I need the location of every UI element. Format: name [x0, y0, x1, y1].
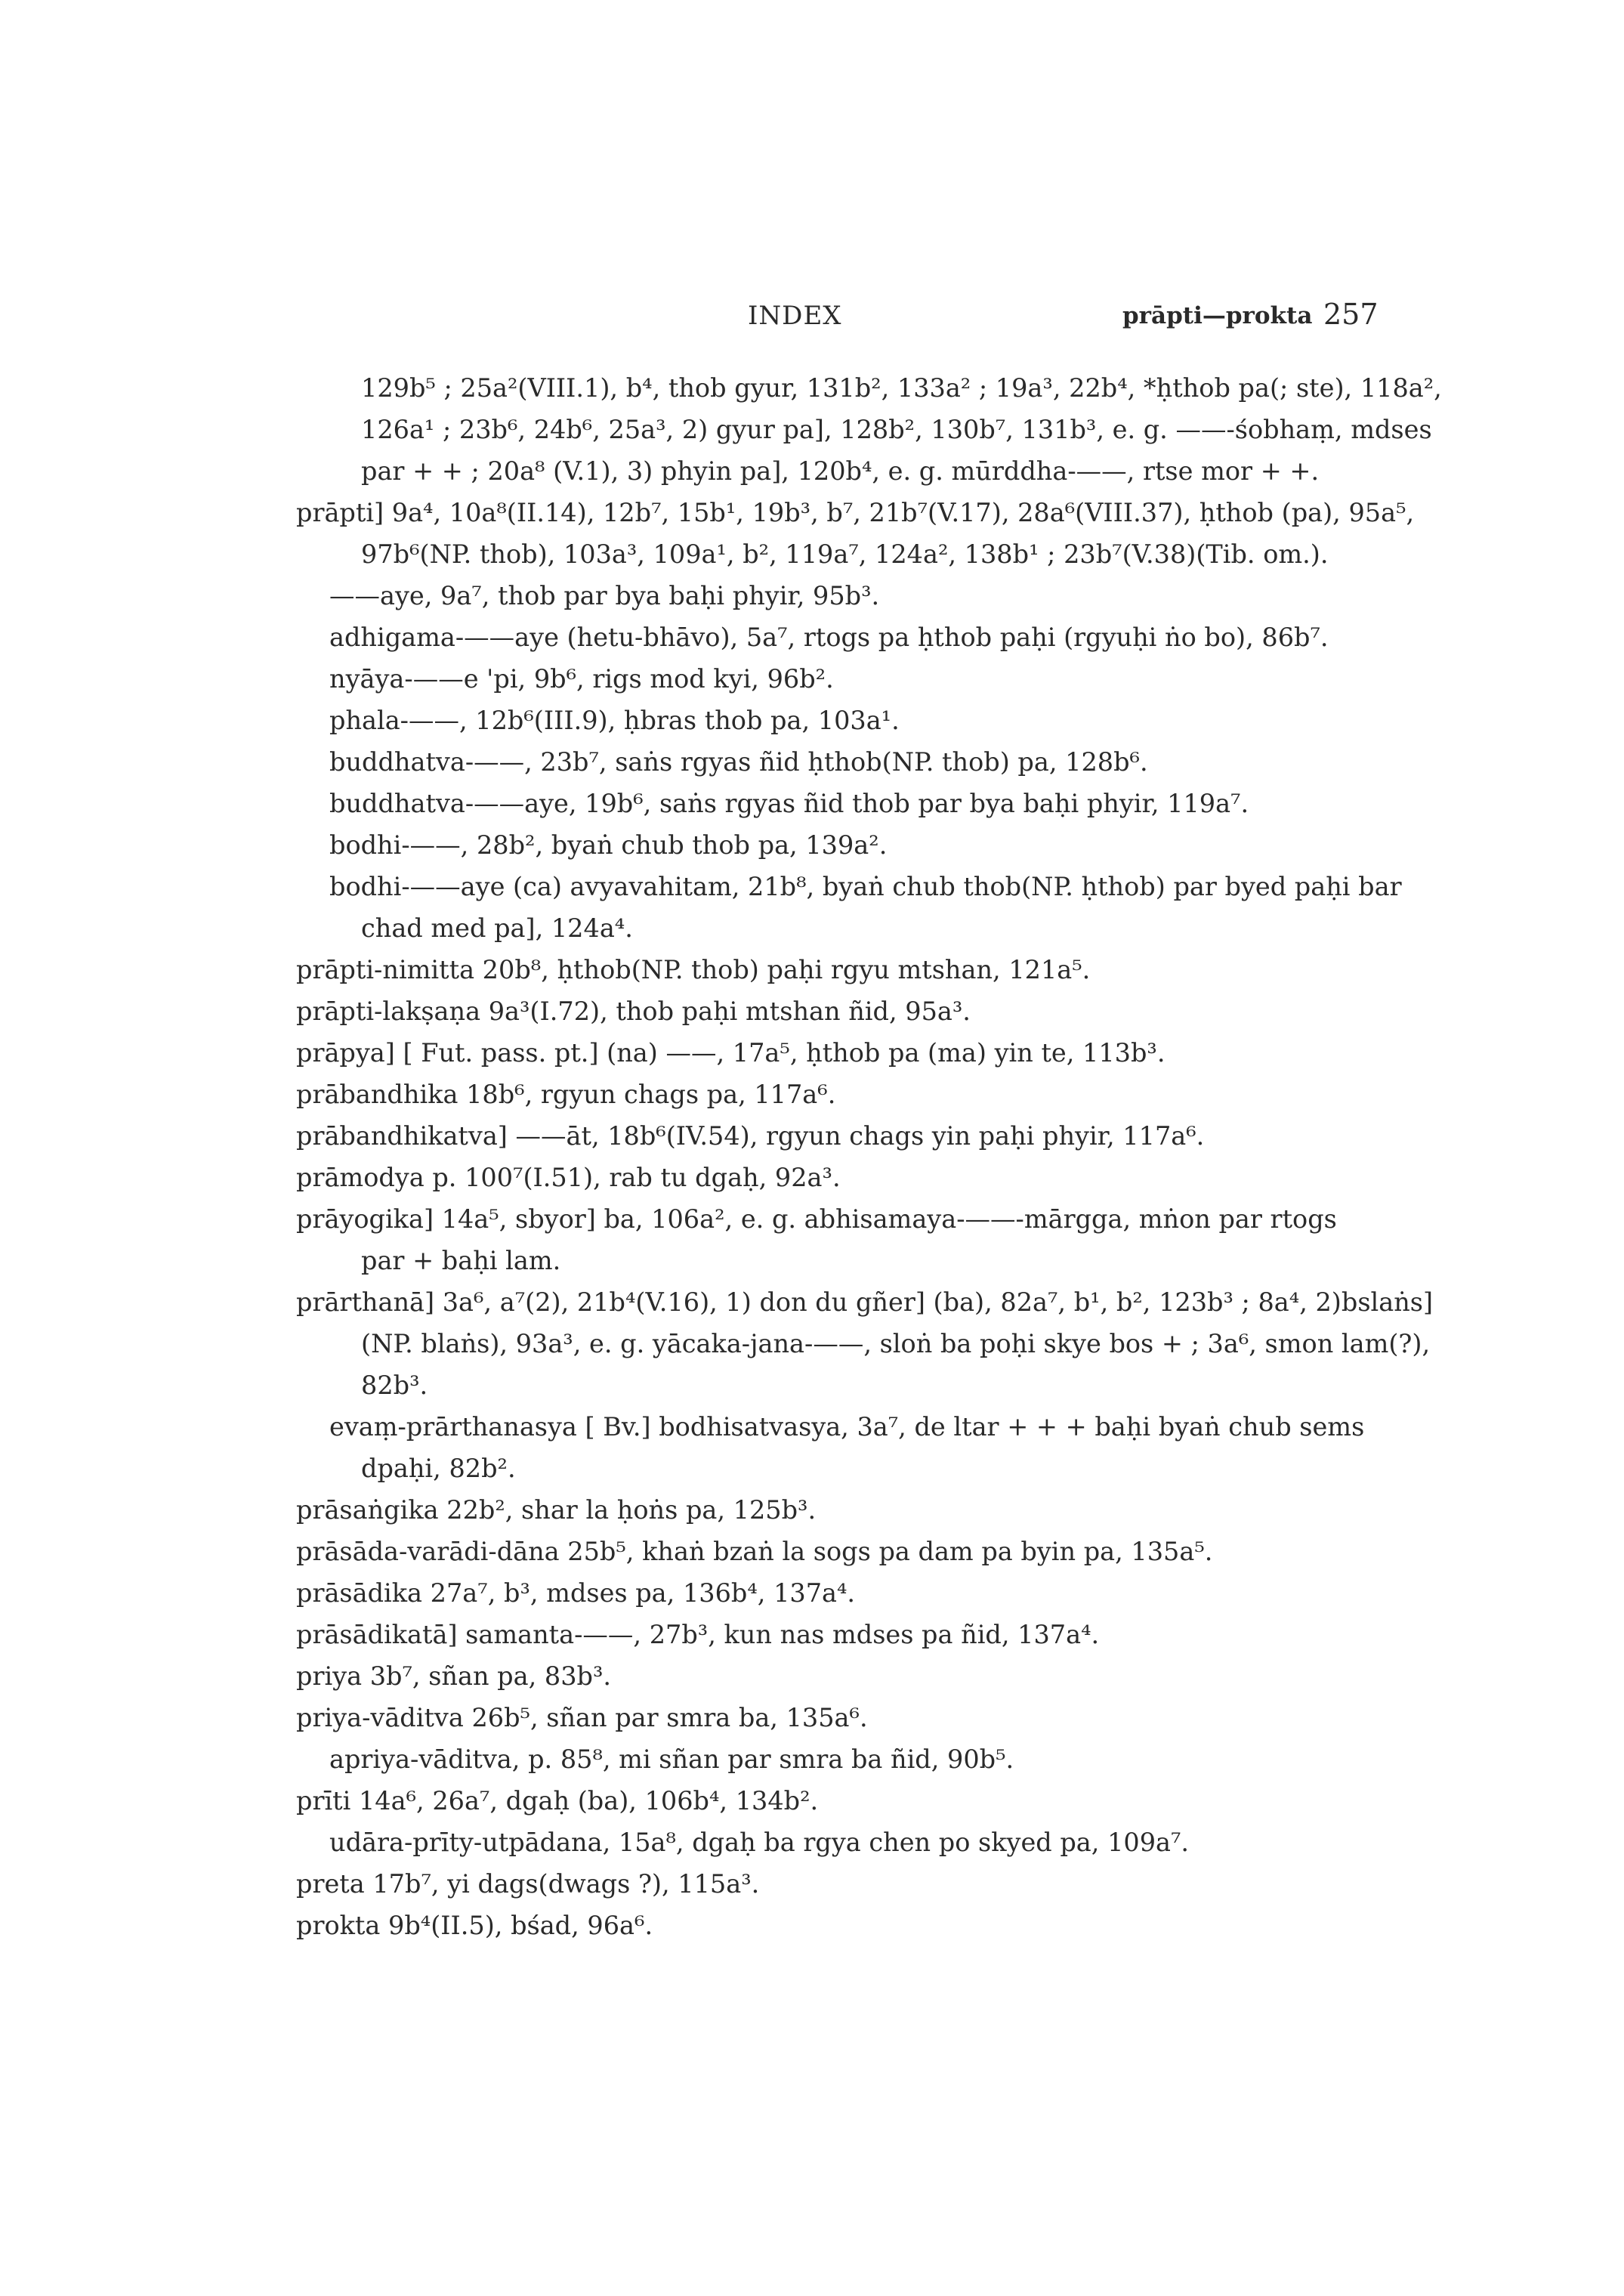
index-line: prārthanā] 3a⁶, a⁷(2), 21b⁴(V.16), 1) don du gñer] (ba), 82a⁷, b¹, b², 123b³ ; 8a⁴, 2)bslaṅs]	[296, 1287, 1434, 1317]
index-line: prāpti-nimitta 20b⁸, ḥthob(NP. thob) paḥi rgyu mtshan, 121a⁵.	[296, 955, 1091, 984]
index-line: prāyogika] 14a⁵, sbyor] ba, 106a², e. g. abhisamaya-——-mārgga, mṅon par rtogs	[296, 1204, 1337, 1234]
index-line: buddhatva-——, 23b⁷, saṅs rgyas ñid ḥthob(NP. thob) pa, 128b⁶.	[329, 747, 1148, 777]
index-line: 126a¹ ; 23b⁶, 24b⁶, 25a³, 2) gyur pa], 128b², 130b⁷, 131b³, e. g. ——-śobhaṃ, mdses	[361, 415, 1432, 444]
index-line: priya-vāditva 26b⁵, sñan par smra ba, 135a⁶.	[296, 1703, 868, 1732]
index-line: 97b⁶(NP. thob), 103a³, 109a¹, b², 119a⁷, 124a², 138b¹ ; 23b⁷(V.38)(Tib. om.).	[361, 539, 1329, 569]
index-line: bodhi-——aye (ca) avyavahitam, 21b⁸, byaṅ chub thob(NP. ḥthob) par byed paḥi bar	[329, 872, 1402, 901]
index-line: prābandhika 18b⁶, rgyun chags pa, 117a⁶.	[296, 1080, 836, 1109]
index-line: bodhi-——, 28b², byaṅ chub thob pa, 139a².	[329, 830, 888, 860]
index-line: par + baḥi lam.	[361, 1246, 561, 1275]
index-line: prāsaṅgika 22b², shar la ḥoṅs pa, 125b³.	[296, 1495, 817, 1525]
index-line: prāpti] 9a⁴, 10a⁸(II.14), 12b⁷, 15b¹, 19b³, b⁷, 21b⁷(V.17), 28a⁶(VIII.37), ḥthob (pa), 95a⁵,	[296, 498, 1415, 527]
index-line: priya 3b⁷, sñan pa, 83b³.	[296, 1661, 612, 1691]
index-line: chad med pa], 124a⁴.	[361, 913, 633, 943]
index-line: phala-——, 12b⁶(III.9), ḥbras thob pa, 103a¹.	[329, 706, 900, 735]
index-line: prāpti-lakṣaṇa 9a³(I.72), thob paḥi mtshan ñid, 95a³.	[296, 997, 971, 1026]
index-line: preta 17b⁷, yi dags(dwags ?), 115a³.	[296, 1869, 760, 1899]
index-line: apriya-vāditva, p. 85⁸, mi sñan par smra ba ñid, 90b⁵.	[329, 1744, 1014, 1774]
index-line: dpaḥi, 82b².	[361, 1454, 516, 1483]
index-line: prāsādikatā] samanta-——, 27b³, kun nas mdses pa ñid, 137a⁴.	[296, 1620, 1100, 1649]
index-line: prāpya] [ Fut. pass. pt.] (na) ——, 17a⁵, ḥthob pa (ma) yin te, 113b³.	[296, 1038, 1166, 1068]
index-line: udāra-prīty-utpādana, 15a⁸, dgaḥ ba rgya chen po skyed pa, 109a⁷.	[329, 1828, 1190, 1857]
index-entries	[296, 367, 1442, 1946]
index-line: nyāya-——e 'pi, 9b⁶, rigs mod kyi, 96b².	[329, 664, 834, 694]
index-line: prāsāda-varādi-dāna 25b⁵, khaṅ bzaṅ la sogs pa dam pa byin pa, 135a⁵.	[296, 1537, 1213, 1566]
index-line: ——aye, 9a⁷, thob par bya baḥi phyir, 95b³.	[329, 581, 880, 610]
page-number: 257	[1323, 298, 1379, 331]
index-line: prāmodya p. 100⁷(I.51), rab tu dgaḥ, 92a³.	[296, 1163, 841, 1192]
index-line: prābandhikatva] ——āt, 18b⁶(IV.54), rgyun chags yin paḥi phyir, 117a⁶.	[296, 1121, 1205, 1151]
index-line: prāsādika 27a⁷, b³, mdses pa, 136b⁴, 137a⁴.	[296, 1578, 856, 1608]
index-line: buddhatva-——aye, 19b⁶, saṅs rgyas ñid thob par bya baḥi phyir, 119a⁷.	[329, 789, 1249, 818]
index-line: (NP. blaṅs), 93a³, e. g. yācaka-jana-——, sloṅ ba poḥi skye bos + ; 3a⁶, smon lam(?),	[361, 1329, 1431, 1358]
index-line: adhigama-——aye (hetu-bhāvo), 5a⁷, rtogs pa ḥthob paḥi (rgyuḥi ṅo bo), 86b⁷.	[329, 623, 1329, 652]
header-entry-range: prāpti—prokta	[1122, 302, 1313, 329]
index-line: par + + ; 20a⁸ (V.1), 3) phyin pa], 120b⁴, e. g. mūrddha-——, rtse mor + +.	[361, 456, 1320, 486]
index-line: prokta 9b⁴(II.5), bśad, 96a⁶.	[296, 1911, 653, 1940]
header-title: INDEX	[748, 301, 842, 331]
index-line: 82b³.	[361, 1370, 428, 1400]
index-line: evaṃ-prārthanasya [ Bv.] bodhisatvasya, 3a⁷, de ltar + + + baḥi byaṅ chub sems	[329, 1412, 1365, 1442]
index-line: 129b⁵ ; 25a²(VIII.1), b⁴, thob gyur, 131b², 133a² ; 19a³, 22b⁴, *ḥthob pa(; ste), 118a²,	[361, 373, 1442, 403]
running-header	[0, 298, 1624, 346]
index-line: prīti 14a⁶, 26a⁷, dgaḥ (ba), 106b⁴, 134b².	[296, 1786, 819, 1815]
